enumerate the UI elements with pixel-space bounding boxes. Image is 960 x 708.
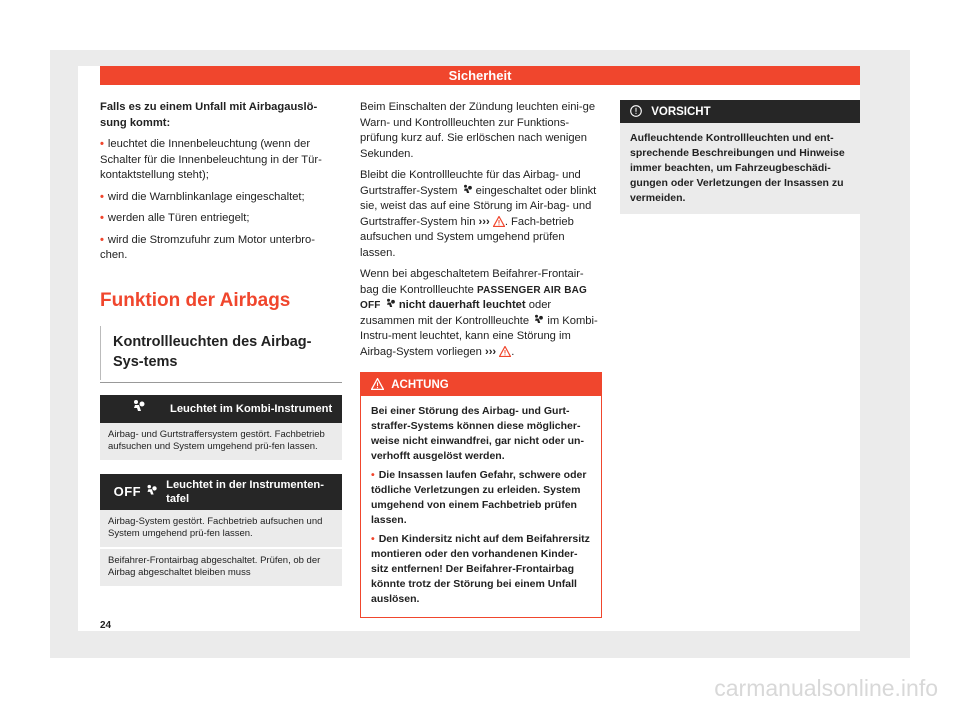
warning-box <box>360 372 602 618</box>
warning-header <box>361 373 601 396</box>
paragraph: Beim Einschalten der Zündung leuchten eini-ge Warn- und Kontrollleuchten zur Funktions-prüfung kurz auf. Sie erlöschen nach wenigen Sekunden. <box>360 101 596 160</box>
intro-heading: Falls es zu einem Unfall mit Airbagauslö-sung kommt: <box>100 101 318 129</box>
table-cell: Airbag-System gestört. Fachbetrieb aufsuchen und System umgehend prü-fen lassen. <box>100 510 342 549</box>
airbag-icon <box>106 399 170 418</box>
caution-header <box>620 100 860 123</box>
info-circle-icon <box>630 105 642 117</box>
cross-reference-arrows[interactable]: ››› <box>478 215 490 228</box>
page-number: 24 <box>100 620 112 631</box>
bullet-item: • wird die Warnblinkanlage eingeschaltet; <box>100 190 342 206</box>
column-left <box>100 100 342 588</box>
bullet-item: • leuchtet die Innenbeleuchtung (wenn der Schalter für die Innenbeleuchtung in der Tür-kontaktstellung steht); <box>100 137 342 184</box>
column-middle <box>360 100 602 618</box>
warning-bullet: • Den Kindersitz nicht auf dem Beifahrersitz montieren oder den vorhandenen Kinder-sitz entfernen! Der Beifahrer-Frontairbag könnte trotz der Störung bei einem Unfall auslösen. <box>371 532 591 607</box>
table-row-header <box>100 395 342 423</box>
airbag-icon <box>532 314 544 326</box>
table-cell: Beifahrer-Frontairbag abgeschaltet. Prüfen, ob der Airbag abgeschaltet bleiben muss <box>100 549 342 588</box>
indicator-table <box>100 395 342 588</box>
divider <box>100 382 342 383</box>
subsection-title: Kontrollleuchten des Airbag-Sys-tems <box>100 326 342 380</box>
warning-triangle-icon <box>499 346 511 357</box>
bullet-item: • wird die Stromzufuhr zum Motor unterbro-chen. <box>100 233 342 264</box>
caution-box <box>620 100 860 214</box>
watermark: carmanualsonline.info <box>714 675 938 701</box>
passenger-airbag-off-label: PASSENGER AIR BAG OFF <box>360 284 588 311</box>
warning-bullet: • Die Insassen laufen Gefahr, schwere oder tödliche Verletzungen zu erleiden. System umgehend von einem Fachbetrieb prüfen lassen. <box>371 468 591 528</box>
warning-body <box>361 396 601 617</box>
warning-triangle-icon <box>493 216 505 227</box>
airbag-icon <box>461 184 473 196</box>
table-header-label: Leuchtet in der Instrumenten-tafel <box>166 478 324 505</box>
section-header: Sicherheit <box>100 66 860 85</box>
warning-title: ACHTUNG <box>391 379 449 391</box>
table-row-header <box>100 474 342 510</box>
airbag-off-icon: OFF <box>106 484 166 499</box>
bullet-item: • werden alle Türen entriegelt; <box>100 211 342 227</box>
cross-reference-arrows[interactable]: ››› <box>484 345 497 358</box>
caution-title: VORSICHT <box>651 106 711 118</box>
caution-text: Aufleuchtende Kontrollleuchten und ent-sprechende Beschreibungen und Hinweise immer beachten, um Fahrzeugbeschädi-gungen oder Verletzungen der Insassen zu vermeiden. <box>630 132 845 204</box>
table-header-label: Leuchtet im Kombi-Instrument <box>170 402 333 415</box>
column-right <box>620 100 860 214</box>
section-title: Funktion der Airbags <box>100 289 291 311</box>
table-cell: Airbag- und Gurtstraffersystem gestört. Fachbetrieb aufsuchen und System umgehend prü-fen lassen. <box>100 423 342 462</box>
warning-text: Bei einer Störung des Airbag- und Gurt-straffer-Systems können diese möglicher-weise nicht einwandfrei, gar nicht oder un-verhofft ausgelöst werden. <box>371 405 584 462</box>
paragraph: Bleibt die Kontrollleuchte für das Airbag- und Gurtstraffer-System eingeschaltet oder blinkt sie, weist das auf eine Störung im Air-bag- und Gurtstraffer-System hin ››› . Fach-betrieb aufsuchen und System umgehend prüfen lassen. <box>360 169 597 259</box>
airbag-icon <box>384 298 396 310</box>
paragraph: Wenn bei abgeschaltetem Beifahrer-Frontair-bag die Kontrollleuchte PASSENGER AIR BAG OFF nicht dauerhaft leuchtet oder zusammen mit der Kontrollleuchte im Kombi-Instru-ment leuchtet, kann eine Störung im Airbag-System vorliegen ››› . <box>360 268 598 358</box>
warning-triangle-icon <box>371 378 384 390</box>
